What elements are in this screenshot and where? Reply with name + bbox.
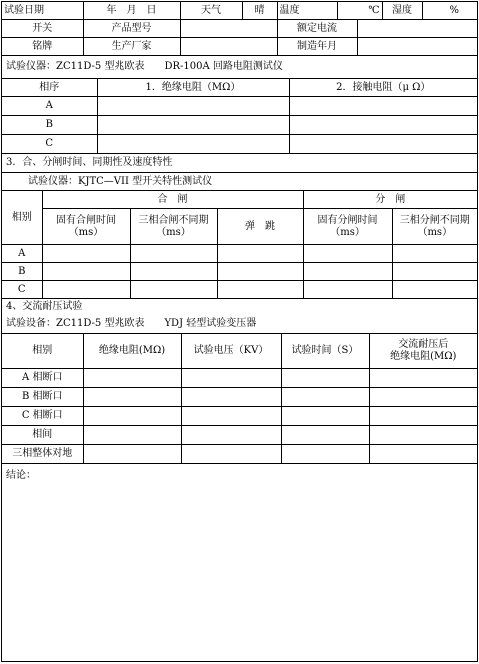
ac-insulation-header: 绝缘电阻(MΩ) bbox=[83, 334, 181, 368]
timing-table bbox=[2, 191, 477, 299]
cell[interactable] bbox=[42, 263, 130, 281]
header-table bbox=[2, 2, 477, 20]
cell[interactable] bbox=[392, 281, 477, 299]
humidity-unit[interactable]: % bbox=[422, 2, 477, 20]
open-group-header: 分 闸 bbox=[303, 191, 477, 209]
test-date-value[interactable]: 年 月 日 bbox=[83, 2, 180, 20]
conclusion-label: 结论： bbox=[6, 469, 36, 481]
cell[interactable] bbox=[281, 444, 369, 463]
cell[interactable] bbox=[42, 281, 130, 299]
contact-b[interactable] bbox=[289, 116, 477, 135]
cell[interactable] bbox=[83, 425, 181, 444]
close-time-header: 固有合闸时间（ms） bbox=[42, 209, 130, 245]
cell[interactable] bbox=[281, 368, 369, 387]
timing-phase-a: A bbox=[2, 245, 42, 263]
ac-row-label: B 相断口 bbox=[2, 387, 83, 406]
cell[interactable] bbox=[181, 406, 281, 425]
timing-phase-b: B bbox=[2, 263, 42, 281]
mfg-date-value[interactable] bbox=[357, 38, 477, 56]
rated-current-value[interactable] bbox=[357, 20, 477, 38]
ac-after-header bbox=[369, 334, 477, 368]
close-async-header: 三相合闸不同期（ms） bbox=[130, 209, 217, 245]
cell[interactable] bbox=[281, 425, 369, 444]
weather-value[interactable]: 晴 bbox=[242, 2, 277, 20]
ac-voltage-header: 试验电压（KV） bbox=[181, 334, 281, 368]
cell[interactable] bbox=[217, 281, 303, 299]
ac-phase-header: 相别 bbox=[2, 334, 83, 368]
cell[interactable] bbox=[369, 444, 477, 463]
cell[interactable] bbox=[392, 245, 477, 263]
ac-after-line2: 绝缘电阻(MΩ) bbox=[390, 350, 457, 362]
bounce-header: 弹 跳 bbox=[217, 209, 303, 245]
cell[interactable] bbox=[281, 406, 369, 425]
contact-c[interactable] bbox=[289, 135, 477, 154]
cell[interactable] bbox=[369, 425, 477, 444]
phase-b: B bbox=[2, 116, 97, 135]
cell[interactable] bbox=[281, 387, 369, 406]
test-date-label: 试验日期 bbox=[2, 2, 83, 20]
cell[interactable] bbox=[217, 245, 303, 263]
switch-label: 开关 bbox=[2, 20, 83, 38]
cell[interactable] bbox=[83, 444, 181, 463]
cell[interactable] bbox=[181, 425, 281, 444]
temperature-label: 温度 bbox=[277, 2, 337, 20]
cell[interactable] bbox=[42, 245, 130, 263]
cell[interactable] bbox=[369, 387, 477, 406]
cell[interactable] bbox=[130, 263, 217, 281]
cell[interactable] bbox=[130, 245, 217, 263]
cell[interactable] bbox=[369, 368, 477, 387]
section3-title: 3．合、分闸时间、同期性及速度特性 bbox=[2, 154, 477, 173]
temperature-unit[interactable]: ℃ bbox=[337, 2, 382, 20]
contact-a[interactable] bbox=[289, 97, 477, 116]
insulation-c[interactable] bbox=[97, 135, 289, 154]
ac-time-header: 试验时间（S） bbox=[281, 334, 369, 368]
cell[interactable] bbox=[130, 281, 217, 299]
insulation-a[interactable] bbox=[97, 97, 289, 116]
cell[interactable] bbox=[303, 281, 392, 299]
test-record-form bbox=[1, 1, 478, 662]
cell[interactable] bbox=[303, 245, 392, 263]
cell[interactable] bbox=[83, 368, 181, 387]
cell[interactable] bbox=[303, 263, 392, 281]
insulation-b[interactable] bbox=[97, 116, 289, 135]
contact-resistance-header: 2．接触电阻（μ Ω） bbox=[289, 79, 477, 97]
conclusion-area[interactable] bbox=[2, 464, 477, 653]
model-value[interactable] bbox=[180, 20, 277, 38]
ac-after-line1: 交流耐压后 bbox=[398, 339, 449, 351]
manufacturer-value[interactable] bbox=[180, 38, 277, 56]
weather-label: 天气 bbox=[180, 2, 242, 20]
section4-title: 4、交流耐压试验 bbox=[6, 301, 83, 312]
phase-header: 相序 bbox=[2, 79, 97, 97]
section3-instruments: 试验仪器：KJTC—VII 型开关特性测试仪 bbox=[2, 173, 477, 191]
open-time-header: 固有分闸时间（ms） bbox=[303, 209, 392, 245]
nameplate-label: 铭牌 bbox=[2, 38, 83, 56]
rated-current-label: 额定电流 bbox=[277, 20, 357, 38]
section1-instruments: 试验仪器：ZC11D-5 型兆欧表 DR-100A 回路电阻测试仪 bbox=[2, 56, 477, 79]
ac-row-label: A 相断口 bbox=[2, 368, 83, 387]
resistance-table bbox=[2, 79, 477, 154]
cell[interactable] bbox=[83, 406, 181, 425]
humidity-label: 湿度 bbox=[382, 2, 422, 20]
phase-c: C bbox=[2, 135, 97, 154]
ac-withstand-table bbox=[2, 334, 477, 464]
nameplate-table bbox=[2, 20, 477, 56]
cell[interactable] bbox=[392, 263, 477, 281]
insulation-resistance-header: 1．绝缘电阻（MΩ） bbox=[97, 79, 289, 97]
ac-row-label: C 相断口 bbox=[2, 406, 83, 425]
phase-a: A bbox=[2, 97, 97, 116]
ac-row-label: 三相整体对地 bbox=[2, 444, 83, 463]
model-label: 产品型号 bbox=[83, 20, 180, 38]
ac-row-label: 相间 bbox=[2, 425, 83, 444]
cell[interactable] bbox=[83, 387, 181, 406]
mfg-date-label: 制造年月 bbox=[277, 38, 357, 56]
manufacturer-label: 生产厂家 bbox=[83, 38, 180, 56]
timing-phase-header: 相别 bbox=[2, 191, 42, 245]
cell[interactable] bbox=[369, 406, 477, 425]
timing-phase-c: C bbox=[2, 281, 42, 299]
cell[interactable] bbox=[217, 263, 303, 281]
cell[interactable] bbox=[181, 444, 281, 463]
section4-equipment: 试验设备：ZC11D-5 型兆欧表 YDJ 轻型试验变压器 bbox=[2, 315, 477, 334]
cell[interactable] bbox=[181, 368, 281, 387]
close-group-header: 合 闸 bbox=[42, 191, 303, 209]
open-async-header: 三相分闸不同期（ms） bbox=[392, 209, 477, 245]
cell[interactable] bbox=[181, 387, 281, 406]
